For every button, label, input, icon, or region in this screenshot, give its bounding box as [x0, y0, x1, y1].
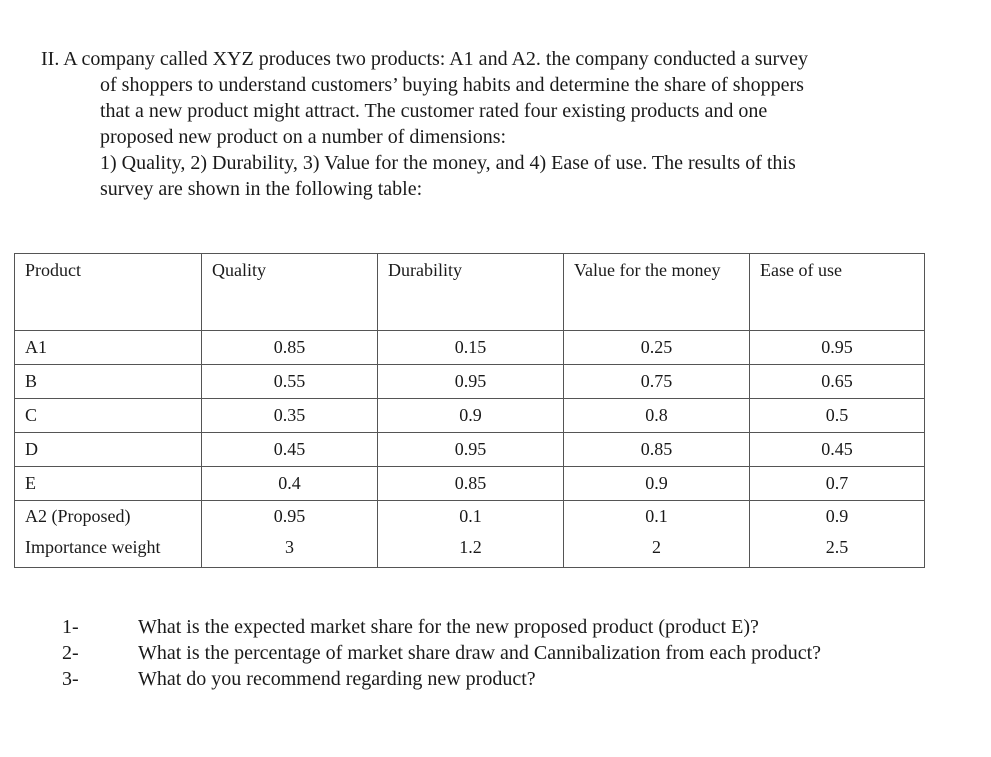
cell-durability-weight: 1.2 — [459, 537, 482, 557]
table-row — [15, 365, 925, 399]
intro-line: survey are shown in the following table: — [100, 178, 423, 200]
question-item — [62, 640, 821, 666]
question-text: What do you recommend regarding new product? — [138, 668, 536, 690]
cell-product-a2: A2 (Proposed) — [25, 506, 131, 526]
cell-durability: 0.9 — [378, 399, 564, 433]
cell-value-a2: 0.1 — [645, 506, 668, 526]
cell-quality: 0.4 — [202, 467, 378, 501]
survey-table — [14, 253, 925, 568]
question-item — [62, 614, 821, 640]
cell-quality-stack — [202, 501, 378, 568]
cell-value-stack — [564, 501, 750, 568]
cell-product-stack — [15, 501, 202, 568]
cell-value: 0.9 — [564, 467, 750, 501]
intro-line: proposed new product on a number of dimensions: — [100, 126, 507, 148]
cell-value: 0.25 — [564, 331, 750, 365]
cell-quality: 0.35 — [202, 399, 378, 433]
intro-line: that a new product might attract. The customer rated four existing products and one — [100, 100, 768, 122]
cell-product: D — [15, 433, 202, 467]
cell-durability-a2: 0.1 — [459, 506, 482, 526]
cell-durability: 0.85 — [378, 467, 564, 501]
table-row — [15, 467, 925, 501]
intro-line: of shoppers to understand customers’ buying habits and determine the share of shoppers — [100, 74, 804, 96]
question-number: 2- — [62, 642, 79, 664]
cell-value: 0.85 — [564, 433, 750, 467]
header-ease-of-use: Ease of use — [750, 254, 925, 331]
table-row-merged — [15, 501, 925, 568]
cell-quality-weight: 3 — [285, 537, 294, 557]
cell-ease-weight: 2.5 — [825, 537, 849, 557]
intro-line: 1) Quality, 2) Durability, 3) Value for the money, and 4) Ease of use. The results of this — [100, 152, 796, 174]
cell-quality-a2: 0.95 — [273, 506, 306, 526]
cell-ease: 0.5 — [750, 399, 925, 433]
question-number: 3- — [62, 668, 79, 690]
header-product: Product — [15, 254, 202, 331]
table-header-row — [15, 254, 925, 331]
cell-product: B — [15, 365, 202, 399]
cell-ease: 0.95 — [750, 331, 925, 365]
header-value-for-money: Value for the money — [564, 254, 750, 331]
cell-quality: 0.85 — [202, 331, 378, 365]
cell-ease-a2: 0.9 — [825, 506, 849, 526]
cell-product: A1 — [15, 331, 202, 365]
question-number: 1- — [62, 616, 79, 638]
cell-value: 0.8 — [564, 399, 750, 433]
question-item — [62, 666, 821, 692]
intro-line: II. A company called XYZ produces two products: A1 and A2. the company conducted a survey — [41, 48, 809, 70]
header-durability: Durability — [378, 254, 564, 331]
question-list — [62, 614, 821, 692]
cell-durability: 0.95 — [378, 433, 564, 467]
cell-value-weight: 2 — [652, 537, 661, 557]
cell-durability: 0.15 — [378, 331, 564, 365]
problem-statement — [41, 46, 941, 202]
table-row — [15, 331, 925, 365]
cell-ease-stack — [750, 501, 925, 568]
cell-product: C — [15, 399, 202, 433]
cell-quality: 0.45 — [202, 433, 378, 467]
cell-value: 0.75 — [564, 365, 750, 399]
cell-ease: 0.65 — [750, 365, 925, 399]
cell-ease: 0.7 — [750, 467, 925, 501]
cell-durability: 0.95 — [378, 365, 564, 399]
header-quality: Quality — [202, 254, 378, 331]
cell-durability-stack — [378, 501, 564, 568]
table-row — [15, 433, 925, 467]
question-text: What is the percentage of market share draw and Cannibalization from each product? — [138, 642, 822, 664]
cell-ease: 0.45 — [750, 433, 925, 467]
cell-product-weight: Importance weight — [25, 537, 161, 557]
table-row — [15, 399, 925, 433]
cell-product: E — [15, 467, 202, 501]
cell-quality: 0.55 — [202, 365, 378, 399]
question-text: What is the expected market share for the new proposed product (product E)? — [138, 616, 759, 638]
